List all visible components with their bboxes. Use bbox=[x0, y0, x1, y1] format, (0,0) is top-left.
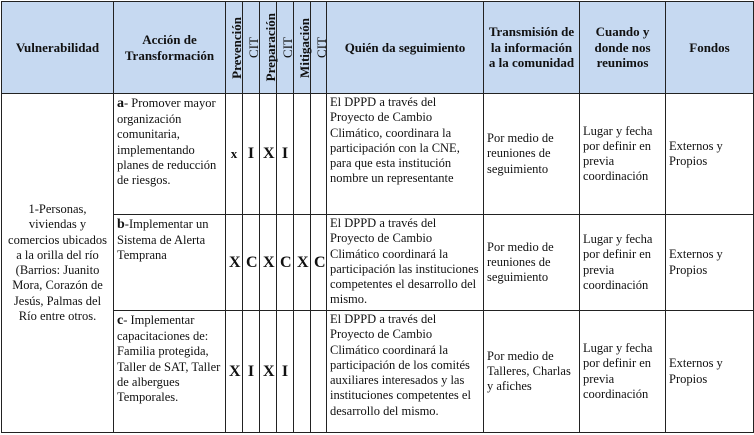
prevencion-mark: x bbox=[226, 94, 243, 215]
seguimiento-cell: El DPPD a través del Proyecto de Cambio Climático coordinará la participación de los comités auxiliares interesados y las instituciones competentes el desarrollo del mismo. bbox=[327, 311, 484, 433]
mitigacion-mark bbox=[294, 94, 311, 215]
header-cit-prevencion: CIT bbox=[243, 2, 260, 94]
prevencion-mark: X bbox=[226, 311, 243, 433]
accion-text: - Implementar capacitaciones de: Familia protegida, Taller de SAT, Taller de albergues Temporales. bbox=[117, 313, 221, 405]
preparacion-mark: X bbox=[260, 215, 277, 311]
preparacion-mark: X bbox=[260, 311, 277, 433]
cit-preparacion-mark: I bbox=[277, 94, 294, 215]
header-prevencion: Prevención bbox=[226, 2, 243, 94]
transmision-cell: Por medio de reuniones de seguimiento bbox=[484, 94, 580, 215]
cit-mitigacion-mark bbox=[311, 94, 327, 215]
fondos-cell: Externos y Propios bbox=[666, 311, 754, 433]
accion-label: c bbox=[117, 313, 124, 328]
preparacion-mark: X bbox=[260, 94, 277, 215]
accion-cell bbox=[114, 215, 226, 311]
accion-label: a bbox=[117, 96, 124, 111]
fondos-cell: Externos y Propios bbox=[666, 215, 754, 311]
vulnerabilidad-text: -Personas, viviendas y comercios ubicados a la orilla del río (Barrios: Juanito Mora, Corazón de Jesús, Palmas del Río entre otros. bbox=[8, 202, 107, 323]
cuando-cell: Lugar y fecha por definir en previa coordinación bbox=[580, 311, 666, 433]
action-plan-table bbox=[1, 1, 754, 433]
cit-mitigacion-mark: C bbox=[311, 215, 327, 311]
seguimiento-cell: El DPPD a través del Proyecto de Cambio Climático coordinará la participación las instituciones competentes el desarrollo del mismo. bbox=[327, 215, 484, 311]
transmision-cell: Por medio de reuniones de seguimiento bbox=[484, 215, 580, 311]
header-cuando: Cuando y donde nos reunimos bbox=[580, 2, 666, 94]
cuando-cell: Lugar y fecha por definir en previa coordinación bbox=[580, 94, 666, 215]
cit-mitigacion-mark bbox=[311, 311, 327, 433]
table-row bbox=[2, 94, 754, 215]
header-fondos: Fondos bbox=[666, 2, 754, 94]
header-seguimiento: Quién da seguimiento bbox=[327, 2, 484, 94]
seguimiento-cell: El DPPD a través del Proyecto de Cambio Climático, coordinara la participación con la CNE, para que esta institución nombre un representante bbox=[327, 94, 484, 215]
accion-label: b bbox=[117, 217, 125, 232]
cit-preparacion-mark: I bbox=[277, 311, 294, 433]
header-transmision: Transmisión de la información a la comunidad bbox=[484, 2, 580, 94]
accion-text: - Promover mayor organización comunitaria, implementando planes de reducción de riesgos. bbox=[117, 96, 217, 188]
header-cit-preparacion: CIT bbox=[277, 2, 294, 94]
vulnerabilidad-number: 1 bbox=[28, 202, 35, 216]
cit-prevencion-mark: I bbox=[243, 94, 260, 215]
cit-prevencion-mark: C bbox=[243, 215, 260, 311]
mitigacion-mark bbox=[294, 311, 311, 433]
accion-cell bbox=[114, 94, 226, 215]
fondos-cell: Externos y Propios bbox=[666, 94, 754, 215]
prevencion-mark: X bbox=[226, 215, 243, 311]
header-accion: Acción de Transformación bbox=[114, 2, 226, 94]
header-vulnerabilidad: Vulnerabilidad bbox=[2, 2, 114, 94]
cit-prevencion-mark: I bbox=[243, 311, 260, 433]
table-row bbox=[2, 215, 754, 311]
table-row bbox=[2, 311, 754, 433]
transmision-cell: Por medio de Talleres, Charlas y afiches bbox=[484, 311, 580, 433]
accion-cell bbox=[114, 311, 226, 433]
header-mitigacion: Mitigación bbox=[294, 2, 311, 94]
accion-text: -Implementar un Sistema de Alerta Temprana bbox=[117, 217, 209, 263]
mitigacion-mark: X bbox=[294, 215, 311, 311]
vulnerabilidad-cell bbox=[2, 94, 114, 433]
header-preparacion: Preparación bbox=[260, 2, 277, 94]
cuando-cell: Lugar y fecha por definir en previa coordinación bbox=[580, 215, 666, 311]
header-row bbox=[2, 2, 754, 94]
header-cit-mitigacion: CIT bbox=[311, 2, 327, 94]
cit-preparacion-mark: C bbox=[277, 215, 294, 311]
